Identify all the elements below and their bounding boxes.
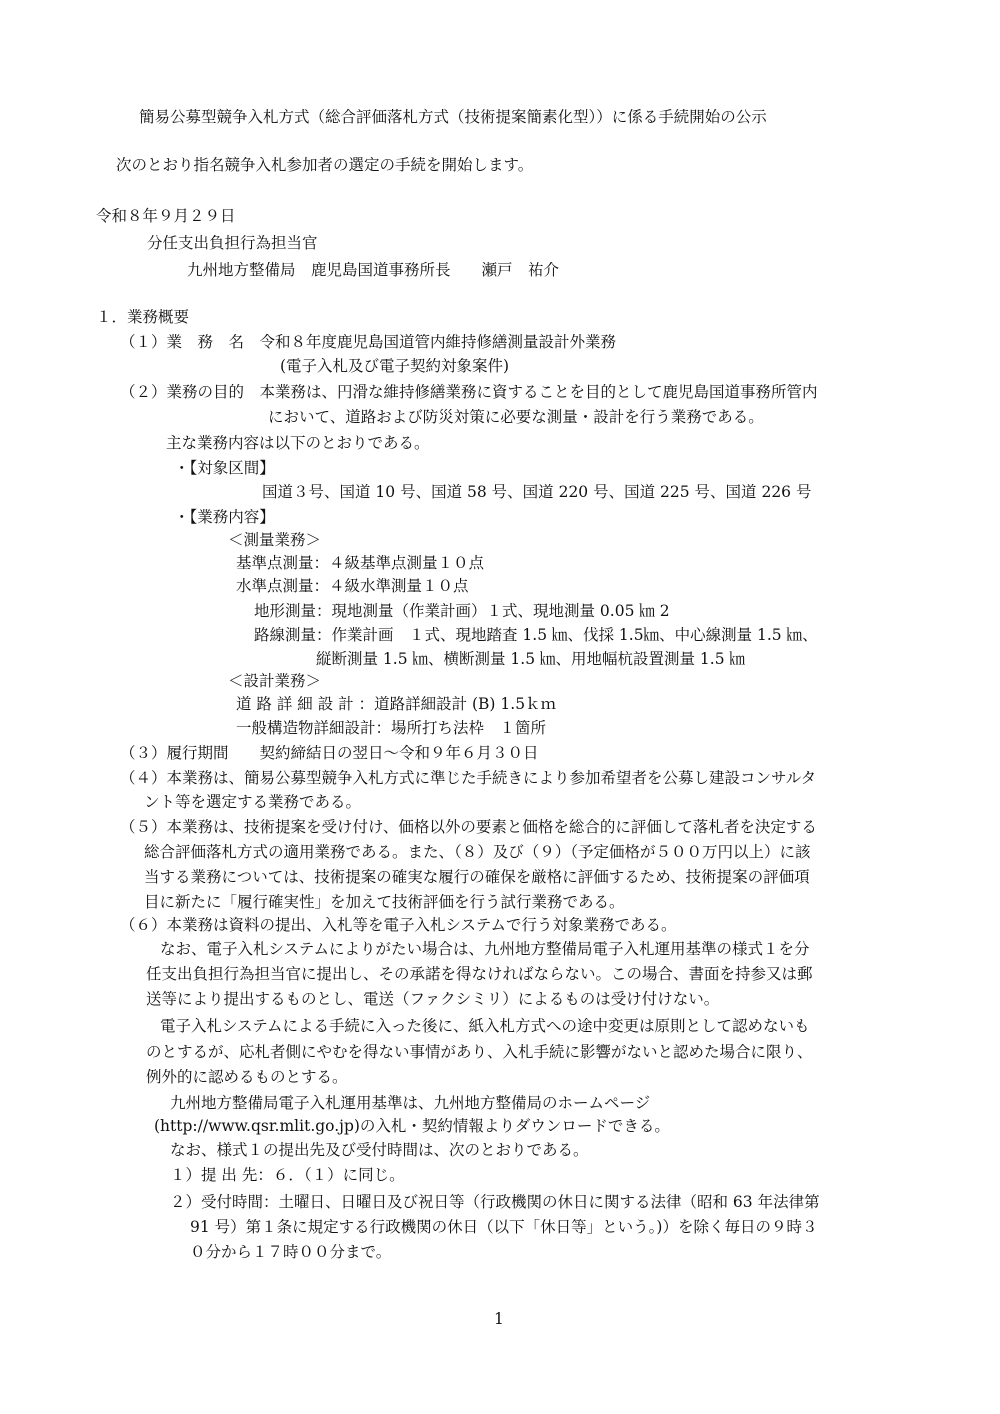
item1-line: （１）業 務 名 令和８年度鹿児島国道管内維持修繕測量設計外業務 xyxy=(120,333,617,351)
content-heading: ・【業務内容】 xyxy=(174,508,275,526)
item2-line: において、道路および防災対策に必要な測量・設計を行う業務である。 xyxy=(268,408,764,426)
item5-line: 総合評価落札方式の適用業務である。また、（８）及び（９）（予定価格が５００万円以上）に該 xyxy=(144,843,811,861)
survey-heading: ＜測量業務＞ xyxy=(228,531,322,549)
survey-item: 水準点測量：４級水準測量１０点 xyxy=(236,577,469,595)
item6-paragraph-line: なお、電子入札システムによりがたい場合は、九州地方整備局電子入札運用基準の様式１を分 xyxy=(160,940,810,958)
intro-text: 次のとおり指名競争入札参加者の選定の手続を開始します。 xyxy=(116,156,534,174)
item3-line: （３）履行期間 契約締結日の翌日～令和９年６月３０日 xyxy=(120,744,539,762)
item5-line: （５）本業務は、技術提案を受け付け、価格以外の要素と価格を総合的に評価して落札者を決定する xyxy=(120,818,817,836)
item6-paragraph-line: 任支出負担行為担当官に提出し、その承諾を得なければならない。この場合、書面を持参又は郵 xyxy=(146,965,813,983)
survey-item: 基準点測量：４級基準点測量１０点 xyxy=(236,554,485,572)
item6-paragraph-line: 例外的に認めるものとする。 xyxy=(146,1068,348,1086)
design-item: 道 路 詳 細 設 計 ：道路詳細設計 (B) 1.5ｋｍ xyxy=(236,695,557,713)
announcement-date: 令和８年９月２９日 xyxy=(96,207,236,225)
item6-paragraph-line: 九州地方整備局電子入札運用基準は、九州地方整備局のホームページ xyxy=(170,1094,651,1112)
survey-item: 地形測量：現地測量（作業計画）１式、現地測量 0.05 ㎞ 2 xyxy=(254,602,670,620)
submission-item: 91 号）第１条に規定する行政機関の休日（以下「休日等」という。)）を除く毎日の９時３ xyxy=(190,1218,818,1236)
item5-line: 当する業務については、技術提案の確実な履行の確保を厳格に評価するため、技術提案の評価項 xyxy=(144,868,810,886)
target-section-heading: ・【対象区間】 xyxy=(174,459,275,477)
page-number: 1 xyxy=(494,1310,504,1328)
design-heading: ＜設計業務＞ xyxy=(228,672,322,690)
item6-line: （６）本業務は資料の提出、入札等を電子入札システムで行う対象業務である。 xyxy=(120,916,677,934)
target-route-list: 国道３号、国道 10 号、国道 58 号、国道 220 号、国道 225 号、国道 226 号 xyxy=(262,483,812,501)
submission-item: ０分から１７時００分まで。 xyxy=(190,1243,392,1261)
official-title: 分任支出負担行為担当官 xyxy=(147,234,318,252)
item6-paragraph-line: 送等により提出するものとし、電送（ファクシミリ）によるものは受け付けない。 xyxy=(146,990,720,1008)
document-title: 簡易公募型競争入札方式（総合評価落札方式（技術提案簡素化型））に係る手続開始の公示 xyxy=(139,108,767,126)
item6-paragraph-line: なお、様式１の提出先及び受付時間は、次のとおりである。 xyxy=(170,1141,589,1159)
submission-item: １）提 出 先：６．（１）に同じ。 xyxy=(170,1166,405,1184)
item4-line: （４）本業務は、簡易公募型競争入札方式に準じた手続きにより参加希望者を公募し建設コンサルタ xyxy=(120,769,817,787)
item1-line: (電子入札及び電子契約対象案件) xyxy=(280,357,510,375)
item5-line: 目に新たに「履行確実性」を加えて技術評価を行う試行業務である。 xyxy=(144,893,625,911)
item6-paragraph-line: 電子入札システムによる手続に入った後に、紙入札方式への途中変更は原則として認めないも xyxy=(160,1017,810,1035)
item6-paragraph-line: (http://www.qsr.mlit.go.jp)の入札・契約情報よりダウンロードできる。 xyxy=(154,1117,670,1135)
design-item: 一般構造物詳細設計：場所打ち法枠 １箇所 xyxy=(236,719,547,737)
main-content-text: 主な業務内容は以下のとおりである。 xyxy=(166,434,430,452)
item2-line: （２）業務の目的 本業務は、円滑な維持修繕業務に資することを目的として鹿児島国道事務所管内 xyxy=(120,383,818,401)
official-name: 九州地方整備局 鹿児島国道事務所長 瀬戸 祐介 xyxy=(187,261,560,279)
item6-paragraph-line: のとするが、応札者側にやむを得ない事情があり、入札手続に影響がないと認めた場合に限り、 xyxy=(146,1043,813,1061)
section-heading: １．業務概要 xyxy=(96,308,190,326)
item4-line: ント等を選定する業務である。 xyxy=(144,793,362,811)
survey-item: 路線測量：作業計画 １式、現地踏査 1.5 ㎞、伐採 1.5㎞、中心線測量 1.5 ㎞、 xyxy=(254,626,818,644)
submission-item: ２）受付時間：土曜日、日曜日及び祝日等（行政機関の休日に関する法律（昭和 63 年法律第 xyxy=(170,1193,820,1211)
survey-item: 縦断測量 1.5 ㎞、横断測量 1.5 ㎞、用地幅杭設置測量 1.5 ㎞ xyxy=(316,650,746,668)
